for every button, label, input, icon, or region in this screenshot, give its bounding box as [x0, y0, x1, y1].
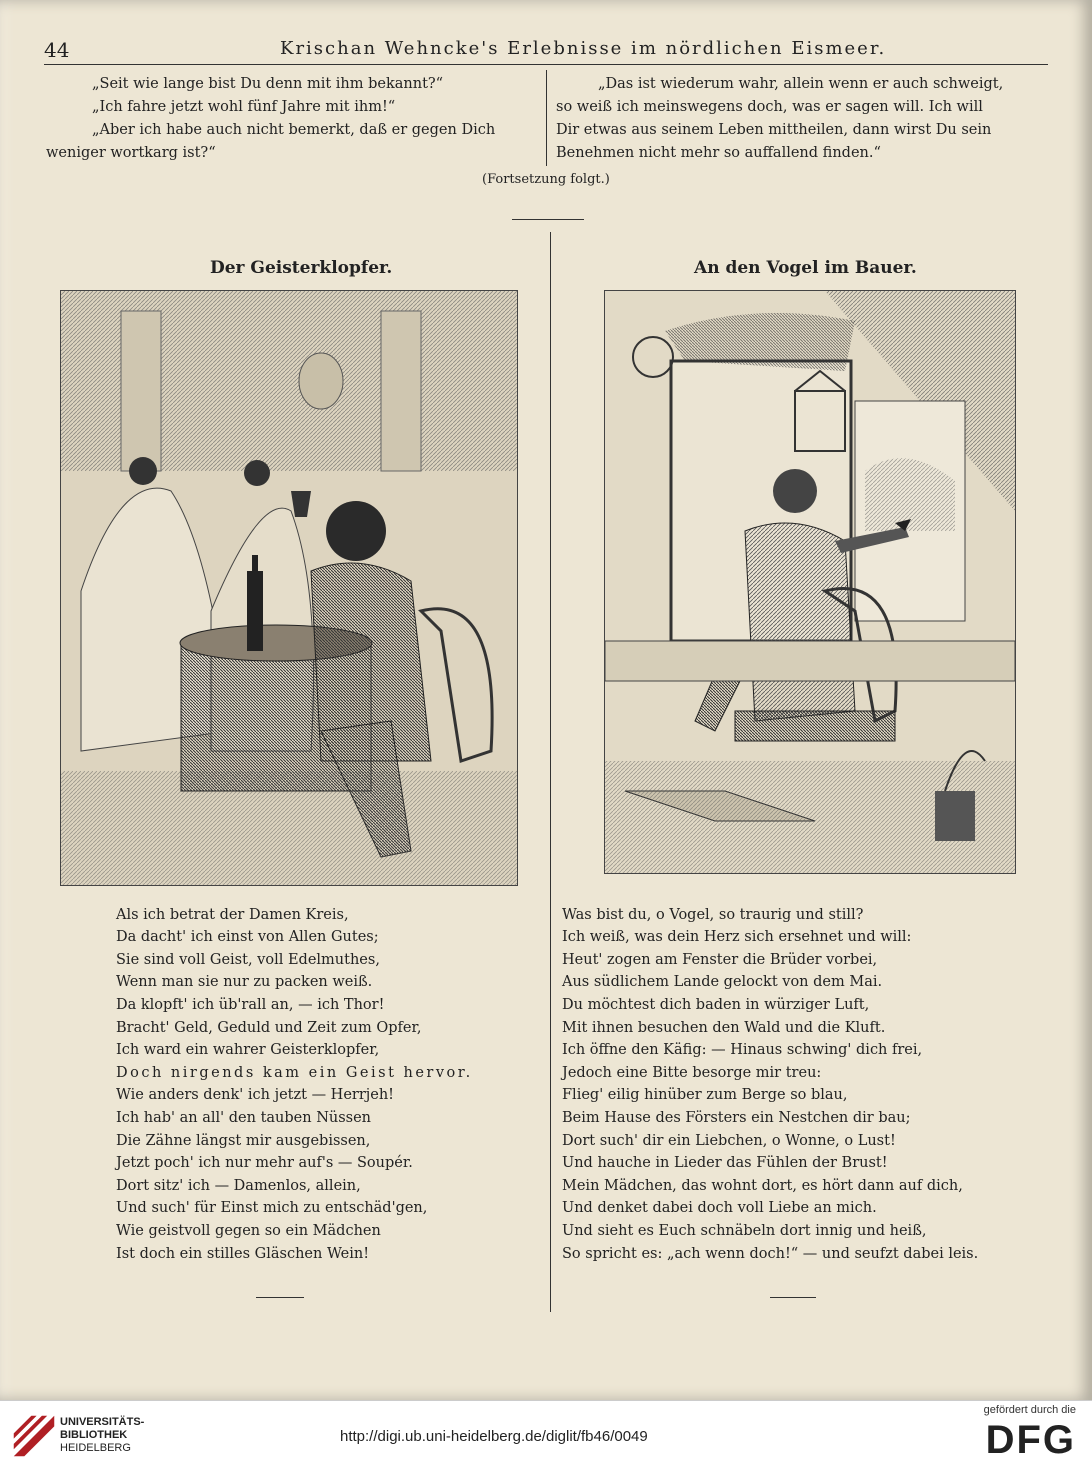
poem-right-line: Ich öffne den Käfig: — Hinaus schwing' dich frei, [562, 1042, 923, 1058]
prose-left-line: weniger wortkarg ist?“ [46, 145, 216, 161]
poem-end-rule [256, 1297, 304, 1298]
running-title: Krischan Wehncke's Erlebnisse im nördlichen Eismeer. [280, 38, 887, 59]
poem-left-line: Wenn man sie nur zu packen weiß. [116, 974, 373, 990]
poem-left-line: Bracht' Geld, Geduld und Zeit zum Opfer, [116, 1020, 422, 1036]
poem-right-title: An den Vogel im Bauer. [694, 258, 917, 278]
poem-left-title: Der Geisterklopfer. [210, 258, 393, 278]
poem-left-line: Wie geistvoll gegen so ein Mädchen [116, 1223, 381, 1239]
permalink-url[interactable]: http://digi.ub.uni-heidelberg.de/diglit/fb46/0049 [340, 1428, 648, 1445]
continuation-note: (Fortsetzung folgt.) [482, 172, 610, 187]
man-at-window-with-birdcage-illustration [604, 290, 1016, 874]
poem-right-line: Ich weiß, was dein Herz sich ersehnet und will: [562, 929, 912, 945]
poem-right-line: Und sieht es Euch schnäbeln dort innig und heiß, [562, 1223, 927, 1239]
poem-right-line: Und denket dabei doch voll Liebe an mich. [562, 1200, 877, 1216]
poem-right-line: Mein Mädchen, das wohnt dort, es hört dann auf dich, [562, 1178, 963, 1194]
poem-right-line: Du möchtest dich baden in würziger Luft, [562, 997, 870, 1013]
poem-right-line: Dort such' dir ein Liebchen, o Wonne, o Lust! [562, 1133, 896, 1149]
prose-right-line: so weiß ich meinswegens doch, was er sagen will. Ich will [556, 99, 983, 115]
poem-left-line: Ich ward ein wahrer Geisterklopfer, [116, 1042, 380, 1058]
poem-column-divider [550, 232, 551, 1312]
poem-left-line: Ist doch ein stilles Gläschen Wein! [116, 1246, 370, 1262]
prose-right-line: Dir etwas aus seinem Leben mittheilen, dann wirst Du sein [556, 122, 992, 138]
poem-left-line: Die Zähne längst mir ausgebissen, [116, 1133, 371, 1149]
prose-left-line: „Seit wie lange bist Du denn mit ihm bekannt?“ [92, 76, 444, 92]
library-name-line: UNIVERSITÄTS- [60, 1416, 145, 1428]
prose-left-line: „Aber ich habe auch nicht bemerkt, daß er gegen Dich [92, 122, 496, 138]
library-name-line: BIBLIOTHEK [60, 1429, 128, 1441]
page-number: 44 [44, 38, 70, 62]
poem-left-line: Jetzt poch' ich nur mehr auf's — Soupér. [116, 1155, 413, 1171]
poem-left-line: Wie anders denk' ich jetzt — Herrjeh! [116, 1087, 395, 1103]
prose-column-divider [546, 70, 547, 166]
poem-right-line: Jedoch eine Bitte besorge mir treu: [562, 1065, 822, 1081]
poem-right-line: Aus südlichem Lande gelockt von dem Mai. [562, 974, 883, 990]
prose-right-line: „Das ist wiederum wahr, allein wenn er auch schweigt, [598, 76, 1004, 92]
library-name [60, 1416, 144, 1455]
library-logo-icon [12, 1414, 56, 1458]
poem-left-line: Als ich betrat der Damen Kreis, [116, 907, 349, 923]
poem-left-line: Doch nirgends kam ein Geist hervor. [116, 1065, 473, 1081]
dfg-logo: DFG [985, 1418, 1076, 1462]
header-rule [44, 64, 1048, 65]
prose-left-line: „Ich fahre jetzt wohl fünf Jahre mit ihm!“ [92, 99, 396, 115]
poem-left-line: Dort sitz' ich — Damenlos, allein, [116, 1178, 361, 1194]
poem-right-line: Was bist du, o Vogel, so traurig und still? [562, 907, 864, 923]
poem-right-line: So spricht es: „ach wenn doch!“ — und seufzt dabei leis. [562, 1246, 979, 1262]
poem-right-line: Und hauche in Lieder das Fühlen der Brust! [562, 1155, 888, 1171]
poem-left-line: Ich hab' an all' den tauben Nüssen [116, 1110, 372, 1126]
funding-note: gefördert durch die [983, 1404, 1076, 1416]
section-rule [512, 219, 584, 220]
poem-right-line: Beim Hause des Försters ein Nestchen dir bau; [562, 1110, 911, 1126]
poem-left-line: Sie sind voll Geist, voll Edelmuthes, [116, 952, 380, 968]
poem-end-rule [770, 1297, 816, 1298]
library-name-line: HEIDELBERG [60, 1442, 131, 1454]
poem-left-line: Da dacht' ich einst von Allen Gutes; [116, 929, 379, 945]
poem-left-line: Und such' für Einst mich zu entschäd'gen, [116, 1200, 428, 1216]
poem-left-line: Da klopft' ich üb'rall an, — ich Thor! [116, 997, 385, 1013]
poem-right-line: Heut' zogen am Fenster die Brüder vorbei, [562, 952, 878, 968]
poem-right-line: Mit ihnen besuchen den Wald und die Kluft. [562, 1020, 886, 1036]
prose-right-line: Benehmen nicht mehr so auffallend finden.“ [556, 145, 881, 161]
tavern-gentleman-with-wine-illustration [60, 290, 518, 886]
poem-right-line: Flieg' eilig hinüber zum Berge so blau, [562, 1087, 848, 1103]
